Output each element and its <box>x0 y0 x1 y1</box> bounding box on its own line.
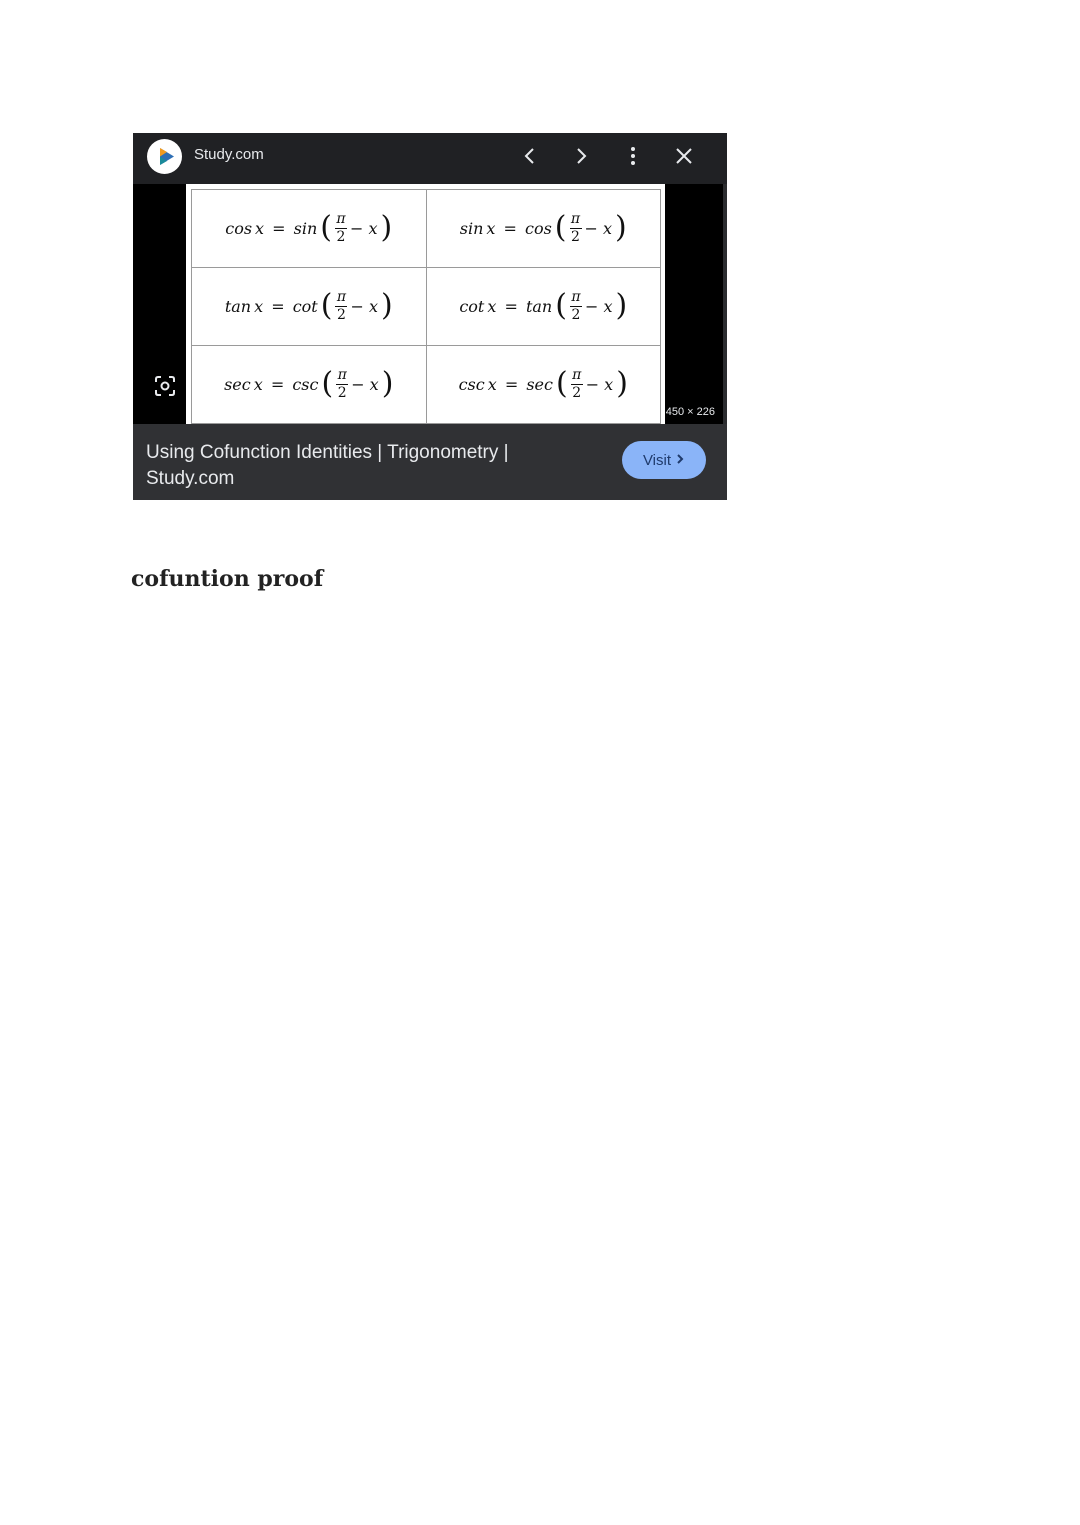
lhs-function: cos <box>225 219 253 238</box>
more-vert-icon[interactable] <box>621 144 645 168</box>
identity-formula <box>224 365 394 401</box>
rhs-function: csc <box>292 375 319 394</box>
argument-rest: − x <box>350 219 378 238</box>
identity-cell <box>426 268 661 346</box>
identity-cell <box>426 190 661 268</box>
fraction <box>335 290 347 322</box>
image-viewer-panel <box>133 133 727 500</box>
close-paren: ) <box>615 209 627 245</box>
open-paren: ( <box>320 287 333 323</box>
argument-rest: − x <box>584 297 613 316</box>
fraction-denominator: 2 <box>571 229 580 245</box>
identity-row <box>192 268 661 346</box>
equals-sign: = <box>498 219 522 238</box>
chevron-left-icon[interactable] <box>518 144 542 168</box>
argument-rest: − x <box>350 297 378 316</box>
fraction-denominator: 2 <box>572 385 582 401</box>
identity-formula <box>459 209 627 245</box>
site-name[interactable]: Study.com <box>194 146 264 163</box>
close-paren: ) <box>381 365 394 401</box>
lhs-variable: x <box>487 375 497 394</box>
equals-sign: = <box>499 297 523 316</box>
identity-row <box>192 346 661 424</box>
study-logo-icon <box>147 139 182 174</box>
visit-button[interactable] <box>622 441 706 479</box>
close-icon[interactable] <box>672 144 696 168</box>
fraction <box>570 212 582 244</box>
close-paren: ) <box>615 287 628 323</box>
equals-sign: = <box>267 219 291 238</box>
fraction-numerator: π <box>571 289 581 306</box>
caption-title[interactable]: Using Cofunction Identities | Trigonometry | Study.com <box>146 442 509 489</box>
lhs-variable: x <box>486 219 496 238</box>
open-paren: ( <box>555 287 567 323</box>
lhs-function: tan <box>224 297 252 316</box>
visit-label: Visit <box>642 451 672 469</box>
identity-cell <box>426 346 661 424</box>
fraction-numerator: π <box>572 367 582 384</box>
argument-rest: − x <box>584 219 613 238</box>
lhs-variable: x <box>255 219 265 238</box>
image-stage <box>133 184 723 424</box>
rhs-function: tan <box>525 297 553 316</box>
caption-bar <box>133 424 727 500</box>
argument-rest: − x <box>585 375 614 394</box>
close-paren: ) <box>380 209 393 245</box>
open-paren: ( <box>554 209 567 245</box>
identity-formula <box>459 287 628 323</box>
rhs-function: cos <box>524 219 552 238</box>
fraction-denominator: 2 <box>337 385 347 401</box>
chevron-right-icon[interactable] <box>569 144 593 168</box>
identity-cell <box>192 268 427 346</box>
image-dimensions: 450 × 226 <box>665 406 715 418</box>
open-paren: ( <box>555 365 568 401</box>
fraction <box>571 368 583 400</box>
lhs-variable: x <box>487 297 497 316</box>
close-paren: ) <box>616 365 628 401</box>
fraction-numerator: π <box>336 289 347 306</box>
page-heading: cofuntion proof <box>131 566 324 592</box>
fraction-numerator: π <box>336 211 346 228</box>
rhs-function: cot <box>292 297 318 316</box>
open-paren: ( <box>320 209 333 245</box>
fraction <box>335 212 347 244</box>
lhs-function: sin <box>459 219 484 238</box>
fraction-numerator: π <box>337 367 347 384</box>
fraction <box>336 368 348 400</box>
lhs-function: cot <box>459 297 485 316</box>
chevron-right-small-icon <box>675 452 685 469</box>
rhs-function: sin <box>293 219 318 238</box>
fraction <box>570 290 582 322</box>
identity-formula <box>458 365 628 401</box>
close-paren: ) <box>380 287 393 323</box>
preview-image[interactable] <box>186 184 665 424</box>
identity-formula <box>224 287 393 323</box>
identity-cell <box>192 346 427 424</box>
identity-cell <box>192 190 427 268</box>
identity-formula <box>225 209 393 245</box>
scrollbar[interactable] <box>723 184 727 424</box>
viewer-top-bar <box>133 133 727 184</box>
argument-rest: − x <box>351 375 379 394</box>
identity-table <box>191 189 661 424</box>
open-paren: ( <box>321 365 334 401</box>
fraction-denominator: 2 <box>336 307 346 323</box>
fraction-denominator: 2 <box>571 307 581 323</box>
lhs-variable: x <box>254 297 264 316</box>
lens-icon[interactable] <box>153 374 177 398</box>
fraction-numerator: π <box>570 211 581 228</box>
lhs-function: csc <box>458 375 485 394</box>
lhs-function: sec <box>224 375 251 394</box>
lhs-variable: x <box>253 375 263 394</box>
equals-sign: = <box>266 297 290 316</box>
identity-row <box>192 190 661 268</box>
equals-sign: = <box>265 375 290 394</box>
fraction-denominator: 2 <box>336 229 346 245</box>
equals-sign: = <box>499 375 524 394</box>
rhs-function: sec <box>526 375 553 394</box>
